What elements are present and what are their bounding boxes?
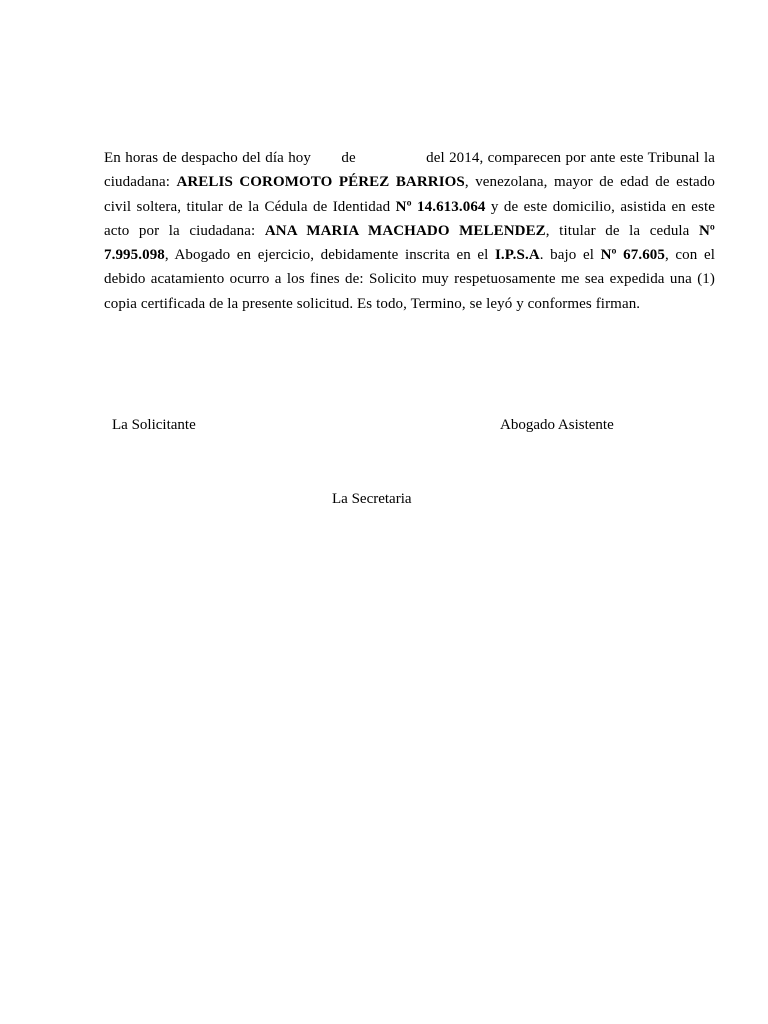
text-year-clause: del 2014, comparecen por ante este Tribunal la ciudadana: xyxy=(104,150,715,191)
lawyer-name: ANA MARIA MACHADO MELENDEZ xyxy=(264,222,546,239)
lawyer-id-number: 7.995.098 xyxy=(104,247,165,264)
text-lawyer-role: , Abogado en ejercicio, debidamente inscrita en el xyxy=(164,247,489,264)
signature-solicitante: La Solicitante xyxy=(112,417,196,433)
signature-secretaria: La Secretaria xyxy=(332,491,412,507)
ipsa-number: 67.605 xyxy=(623,247,665,264)
text-under: . bajo el xyxy=(539,247,594,264)
ipsa-number-label: Nº xyxy=(600,247,617,264)
lawyer-id-label: Nº xyxy=(699,222,715,239)
text-lawyer-id: , titular de la cedula xyxy=(545,222,690,239)
text-applicant-details: , venezolana, mayor de edad de estado civil soltera, titular de la Cédula de Identidad xyxy=(104,174,715,215)
id-number-label: Nº xyxy=(395,198,412,215)
ipsa-acronym: I.P.S.A xyxy=(495,247,540,264)
applicant-name: ARELIS COROMOTO PÉREZ BARRIOS xyxy=(176,174,465,191)
declaration-paragraph xyxy=(104,146,715,316)
text-de: de xyxy=(341,150,356,166)
applicant-id-number: 14.613.064 xyxy=(417,198,486,215)
signature-abogado: Abogado Asistente xyxy=(500,417,614,433)
text-request: , con el debido acatamiento ocurro a los fines de: Solicito muy respetuosamente me sea expedida una (1) copia certificada de la presente solicitud. Es todo, Termino, se leyó y conformes firman. xyxy=(104,247,715,312)
text-intro: En horas de despacho del día hoy xyxy=(104,150,312,166)
text-domicile: y de este domicilio, asistida en este acto por la ciudadana: xyxy=(104,198,715,239)
